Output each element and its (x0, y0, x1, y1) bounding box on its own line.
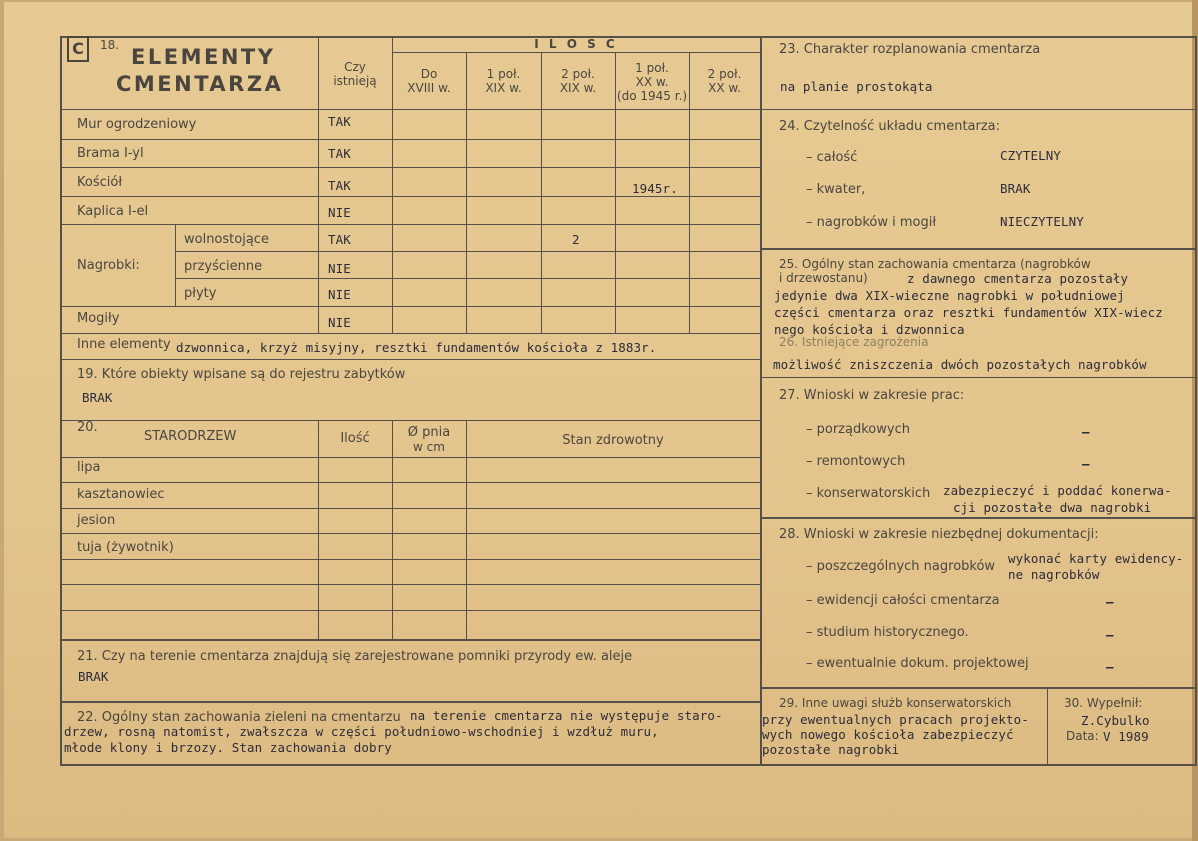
nagrobki-vline (175, 224, 176, 306)
row-przysc-exists: NIE (328, 261, 351, 276)
period-4-l3: (do 1945 r.) (616, 89, 688, 103)
sec30-date-label: Data: (1066, 729, 1099, 743)
sec25-value-l2: jedynie dwa XIX-wieczne nagrobki w południowej (774, 288, 1125, 303)
sec27-konserw-value-l1: zabezpieczyć i poddać konerwa- (943, 483, 1172, 498)
sec28-label: 28. Wnioski w zakresie niezbędnej dokumentacji: (779, 527, 1099, 542)
sec18-hline (60, 167, 760, 168)
sec28-studium-value: – (1106, 627, 1114, 642)
sec21-label: 21. Czy na terenie cmentarza znajdują się zarejestrowane pomniki przyrody ew. aleje (77, 649, 633, 664)
center-divider (760, 36, 762, 766)
ilosc-col-header: Ilość (340, 431, 370, 446)
row-brama-label: Brama I-yl (77, 146, 144, 161)
sec18-title-line2: CMENTARZA (116, 72, 284, 96)
period-5-l2: XX w. (708, 81, 741, 95)
sec27-remontowe-value: – (1082, 456, 1090, 471)
sec18-hline (60, 196, 760, 197)
sec18-hline (175, 278, 760, 279)
piersnica-word: pnia (422, 425, 451, 440)
sec25-value-l3: części cmentarza oraz resztki fundamentów XIX-wiecz (774, 305, 1163, 320)
sec28-nagrobki-value-l1: wykonać karty ewidency- (1008, 551, 1184, 566)
frame-right (1195, 36, 1197, 766)
sec18-hline (60, 109, 760, 110)
row-mur-exists: TAK (328, 114, 351, 129)
sec24-calosc-value: CZYTELNY (1000, 148, 1062, 163)
period-2-l2: XIX w. (485, 81, 522, 95)
row-inne-value: dzwonnica, krzyż misyjny, resztki fundamentów kościoła z 1883r. (176, 340, 657, 355)
sec24-kwater-value: BRAK (1000, 181, 1031, 196)
sec18-hline (60, 139, 760, 140)
sec30-name: Z.Cybulko (1081, 713, 1150, 728)
sec22-value-l1: na terenie cmentarza nie występuje staro- (410, 708, 723, 723)
sec20-hline (60, 610, 760, 611)
sec26-bottom (762, 377, 1196, 378)
row-inne-label: Inne elementy (77, 337, 171, 352)
period-4-l2: XX w. (635, 75, 669, 89)
period-3-l2: XIX w. (559, 81, 597, 95)
nagrobki-label: Nagrobki: (77, 258, 140, 273)
sec28-nagrobki-label: – poszczególnych nagrobków (806, 559, 996, 574)
sec24-nagrobki-label: – nagrobków i mogił (806, 215, 937, 230)
frame-bottom (60, 764, 1196, 766)
sec28-projekt-value: – (1106, 659, 1114, 674)
sec29-30-divider (1047, 688, 1048, 766)
sec22-value-l3: młode klony i brzozy. Stan zachowania dobry (64, 740, 392, 755)
sec24-calosc-label: – całość (806, 150, 858, 165)
sec24-nagrobki-value: NIECZYTELNY (1000, 214, 1084, 229)
sec29-label: 29. Inne uwagi służb konserwatorskich (779, 696, 1012, 710)
sec24-kwater-label: – kwater, (806, 182, 866, 197)
sec29-value-l1: przy ewentualnych pracach projekto- (762, 712, 1029, 727)
row-wolno-xix2: 2 (572, 232, 580, 247)
czy-header-line2: istnieją (333, 74, 377, 88)
row-kaplica-label: Kaplica I-el (77, 204, 149, 219)
diameter-symbol: Ø (407, 425, 418, 440)
sec18-hline (175, 251, 760, 252)
row-kosciol-exists: TAK (328, 178, 351, 193)
sec22-label: 22. Ogólny stan zachowania zieleni na cmentarzu (77, 710, 401, 725)
sec18-number: 18. (100, 38, 120, 52)
ilosc-underline (392, 52, 760, 53)
sec27-remontowe-label: – remontowych (806, 454, 906, 469)
sec28-ewidencja-label: – ewidencji całości cmentarza (806, 593, 1000, 608)
sec24-label: 24. Czytelność układu cmentarza: (779, 119, 1001, 134)
sec29-value-l3: pozostałe nagrobki (762, 742, 900, 757)
sec27-konserw-label: – konserwatorskich (806, 486, 931, 501)
sec29-value-l2: wych nowego kościoła zabezpieczyć (762, 727, 1014, 742)
period-1-l1: Do (420, 67, 438, 81)
sec18-hline (60, 224, 760, 225)
sec25-value-l1: z dawnego cmentarza pozostały (907, 271, 1129, 286)
ilosc-header: I L O Ś Ć (534, 37, 618, 51)
czy-header-line1: Czy (344, 60, 366, 74)
row-plyty-exists: NIE (328, 287, 351, 302)
piersnica-header-l2: w cm (413, 440, 445, 454)
row-kaplica-exists: NIE (328, 205, 351, 220)
sec20-hline (60, 559, 760, 560)
sec18-title-line1: ELEMENTY (131, 45, 276, 69)
piersnica-header-l1 (392, 425, 466, 440)
sec28-projekt-label: – ewentualnie dokum. projektowej (806, 656, 1029, 671)
sec27-konserw-value-l2: cji pozostałe dwa nagrobki (953, 500, 1152, 515)
sec28-nagrobki-value-l2: ne nagrobków (1008, 567, 1100, 582)
sec30-label: 30. Wypełnił: (1064, 696, 1143, 710)
sec27-porzadkowe-value: – (1082, 424, 1090, 439)
period-4-l1: 1 poł. (635, 61, 669, 75)
sec28-studium-label: – studium historycznego. (806, 625, 969, 640)
sec20-bottom (60, 639, 760, 641)
sec20-number: 20. (77, 420, 98, 435)
sec28-ewidencja-value: – (1106, 594, 1114, 609)
sec23-value: na planie prostokąta (780, 79, 933, 94)
sec20-vline (318, 420, 319, 640)
sec27-bottom (762, 517, 1196, 519)
sec21-bottom (60, 701, 760, 703)
row-kosciol-xx1: 1945r. (632, 181, 678, 196)
row-wolno-label: wolnostojące (184, 232, 269, 247)
corner-letter-box: C (67, 36, 89, 62)
tree-row-kasztanowiec: kasztanowiec (77, 487, 165, 502)
row-wolno-exists: TAK (328, 232, 351, 247)
sec18-hline (60, 306, 760, 307)
sec25-label-l2: i drzewostanu) (779, 271, 868, 285)
sec20-hline (60, 584, 760, 585)
sec18-hline (60, 333, 760, 334)
sec25-label-l1: 25. Ogólny stan zachowania cmentarza (nagrobków (779, 257, 1091, 271)
row-brama-exists: TAK (328, 146, 351, 161)
sec19-bottom (60, 420, 760, 421)
row-przysc-label: przyścienne (184, 259, 263, 274)
period-1-l2: XVIII w. (407, 81, 451, 95)
frame-left (60, 36, 62, 766)
sec20-hline (60, 482, 760, 483)
row-mogily-label: Mogiły (77, 311, 120, 326)
period-2-l1: 1 poł. (486, 67, 521, 81)
row-mogily-exists: NIE (328, 315, 351, 330)
sec23-label: 23. Charakter rozplanowania cmentarza (779, 42, 1041, 57)
row-kosciol-label: Kościół (77, 175, 123, 190)
sec24-bottom (762, 248, 1196, 250)
tree-row-tuja: tuja (żywotnik) (77, 540, 174, 555)
sec23-bottom (762, 109, 1196, 110)
stan-header: Stan zdrowotny (562, 433, 664, 448)
sec20-hline (60, 508, 760, 509)
sec26-value: możliwość zniszczenia dwóch pozostałych nagrobków (773, 357, 1147, 372)
tree-row-jesion: jesion (77, 513, 116, 528)
sec28-bottom (762, 687, 1196, 689)
sec30-date-value: V 1989 (1103, 729, 1149, 744)
row-mur-label: Mur ogrodzeniowy (77, 117, 197, 132)
sec27-porzadkowe-label: – porządkowych (806, 422, 910, 437)
sec20-vline (466, 420, 467, 640)
tree-row-lipa: lipa (77, 460, 101, 475)
sec20-hline (60, 457, 760, 458)
period-5-l1: 2 poł. (707, 67, 742, 81)
sec20-hline (60, 533, 760, 534)
sec19-value: BRAK (82, 390, 113, 405)
sec25-value-l4: nego kościoła i dzwonnica (774, 322, 965, 337)
sec19-label: 19. Które obiekty wpisane są do rejestru zabytków (77, 367, 406, 382)
sec27-label: 27. Wnioski w zakresie prac: (779, 388, 965, 403)
starodrzew-header: STARODRZEW (144, 429, 237, 444)
sec22-value-l2: drzew, rosną natomist, zwałszcza w części południowo-wschodniej i wzdłuż muru, (64, 724, 659, 739)
period-3-l1: 2 poł. (561, 67, 595, 81)
sec18-bottom (60, 359, 760, 360)
sec21-value: BRAK (78, 669, 109, 684)
row-plyty-label: płyty (184, 286, 217, 301)
sec26-label: 26. Istniejące zagrożenia (779, 335, 929, 349)
